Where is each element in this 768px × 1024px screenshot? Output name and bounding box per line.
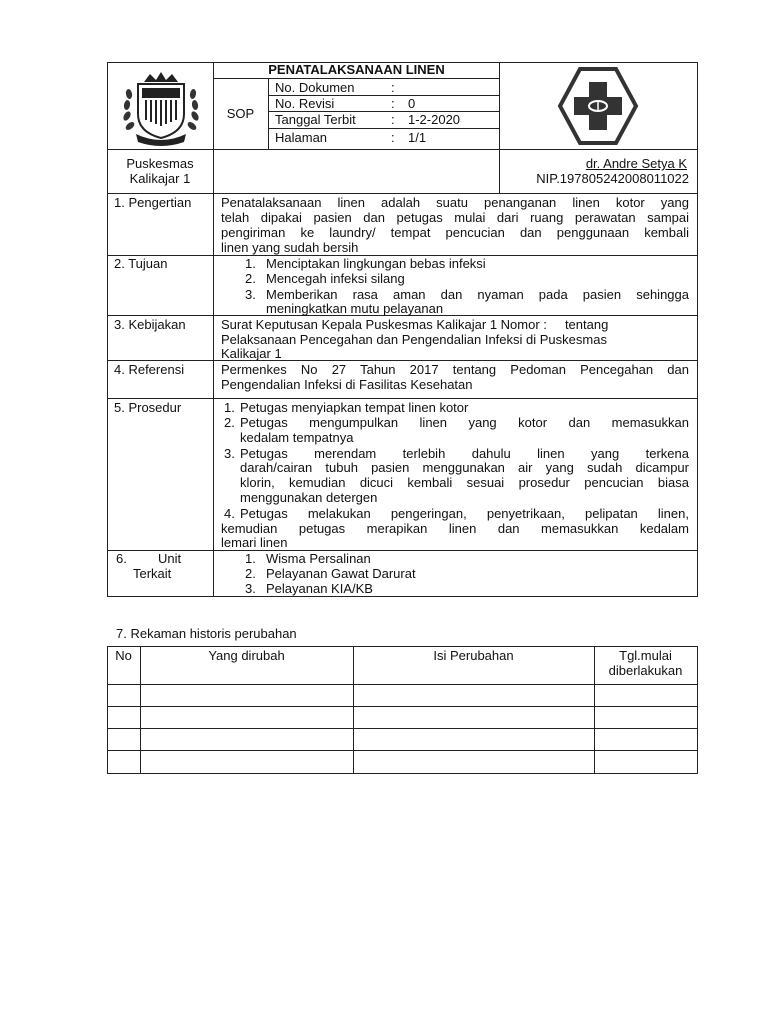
tujuan-item-text: meningkatkan mutu pelayanan (266, 301, 444, 316)
unit-item-num: 1. (245, 551, 256, 566)
kebijakan-line: Kalikajar 1 (221, 346, 282, 361)
history-col-isi-perubahan: Isi Perubahan (433, 648, 514, 663)
section-label-unit-word: Unit (158, 551, 182, 566)
prosedur-item-text: klorin, kemudian dicuci kembali sesuai prosedur pencucian biasa (240, 475, 689, 490)
table-row (108, 751, 696, 773)
document-title: PENATALAKSANAAN LINEN (268, 62, 445, 77)
section-label-referensi: 4. Referensi (114, 362, 185, 377)
doc-type-label: SOP (226, 106, 255, 121)
unit-item-text: Wisma Persalinan (266, 551, 371, 566)
prosedur-item-num: 1. (224, 400, 235, 415)
prosedur-item-text: Petugas melakukan pengeringan, penyetrikaan, pelipatan linen, (240, 506, 689, 521)
pengertian-line: telah dipakai pasien dan petugas mulai dari ruang perawatan sampai (221, 210, 689, 225)
meta-sep: : (391, 130, 395, 145)
history-title: 7. Rekaman historis perubahan (116, 626, 297, 641)
meta-value-no-revisi: 0 (408, 96, 416, 111)
meta-label-no-dokumen: No. Dokumen (275, 80, 355, 95)
referensi-line: Permenkes No 27 Tahun 2017 tentang Pedoman Pencegahan dan (221, 362, 689, 377)
meta-value-tanggal-terbit: 1-2-2020 (408, 112, 461, 127)
section-label-prosedur: 5. Prosedur (114, 400, 182, 415)
section-label-unit-num: 6. (116, 551, 127, 566)
pengertian-line: pengiriman ke laundry/ tempat pencucian dan penggunaan kembali (221, 225, 689, 240)
referensi-line: Pengendalian Infeksi di Fasilitas Kesehatan (221, 377, 473, 392)
prosedur-item-text: Petugas merendam terlebih dahulu linen yang terkena (240, 446, 689, 461)
prosedur-item-text: menggunakan detergen (240, 490, 378, 505)
tujuan-item-num: 3. (245, 287, 256, 302)
meta-sep: : (391, 96, 395, 111)
prosedur-item-text: kedalam tempatnya (240, 430, 354, 445)
meta-sep: : (391, 80, 395, 95)
tujuan-item-num: 1. (245, 256, 256, 271)
tujuan-item-text: Menciptakan lingkungan bebas infeksi (266, 256, 486, 271)
meta-label-tanggal-terbit: Tanggal Terbit (275, 112, 356, 127)
pengertian-line: linen yang sudah bersih (221, 240, 359, 255)
meta-label-halaman: Halaman (275, 130, 328, 145)
org-name-line1: Puskesmas (126, 156, 194, 171)
prosedur-item-text: kemudian petugas merapikan linen dan memasukkan kedalam (221, 521, 689, 536)
history-col-tgl-line2: diberlakukan (608, 663, 683, 678)
unit-item-num: 3. (245, 581, 256, 596)
unit-item-text: Pelayanan Gawat Darurat (266, 566, 416, 581)
pengertian-line: Penatalaksanaan linen adalah suatu penanganan linen kotor yang (221, 195, 689, 210)
table-row (108, 729, 696, 750)
prosedur-item-num: 3. (224, 446, 235, 461)
signer-name: dr. Andre Setya K (585, 156, 687, 171)
table-row (108, 707, 696, 728)
tujuan-item-text: Memberikan rasa aman dan nyaman pada pasien sehingga (266, 287, 689, 302)
prosedur-item-text: darah/cairan tubuh pasien menggunakan air yang sudah dicampur (240, 460, 689, 475)
section-label-kebijakan: 3. Kebijakan (114, 317, 186, 332)
prosedur-item-num: 2. (224, 415, 235, 430)
prosedur-item-num: 4. (224, 506, 235, 521)
org-name-line2: Kalikajar 1 (129, 171, 191, 186)
unit-item-text: Pelayanan KIA/KB (266, 581, 373, 596)
tujuan-item-num: 2. (245, 271, 256, 286)
tujuan-item-text: Mencegah infeksi silang (266, 271, 405, 286)
history-col-yang-dirubah: Yang dirubah (208, 648, 285, 663)
meta-sep: : (391, 112, 395, 127)
kebijakan-line: Surat Keputusan Kepala Puskesmas Kalikajar 1 Nomor : tentang (221, 317, 609, 332)
signer-nip: NIP.197805242008011022 (536, 171, 689, 186)
section-label-unit-word: Terkait (133, 566, 172, 581)
meta-label-no-revisi: No. Revisi (275, 96, 335, 111)
table-row (108, 685, 696, 706)
history-col-no: No (115, 648, 132, 663)
history-col-tgl-line1: Tgl.mulai (619, 648, 672, 663)
section-label-tujuan: 2. Tujuan (114, 256, 168, 271)
unit-item-num: 2. (245, 566, 256, 581)
meta-value-halaman: 1/1 (408, 130, 427, 145)
prosedur-item-text: lemari linen (221, 535, 288, 550)
prosedur-item-text: Petugas menyiapkan tempat linen kotor (240, 400, 469, 415)
kebijakan-line: Pelaksanaan Pencegahan dan Pengendalian Infeksi di Puskesmas (221, 332, 607, 347)
prosedur-item-text: Petugas mengumpulkan linen yang kotor dan memasukkan (240, 415, 689, 430)
section-label-pengertian: 1. Pengertian (114, 195, 192, 210)
